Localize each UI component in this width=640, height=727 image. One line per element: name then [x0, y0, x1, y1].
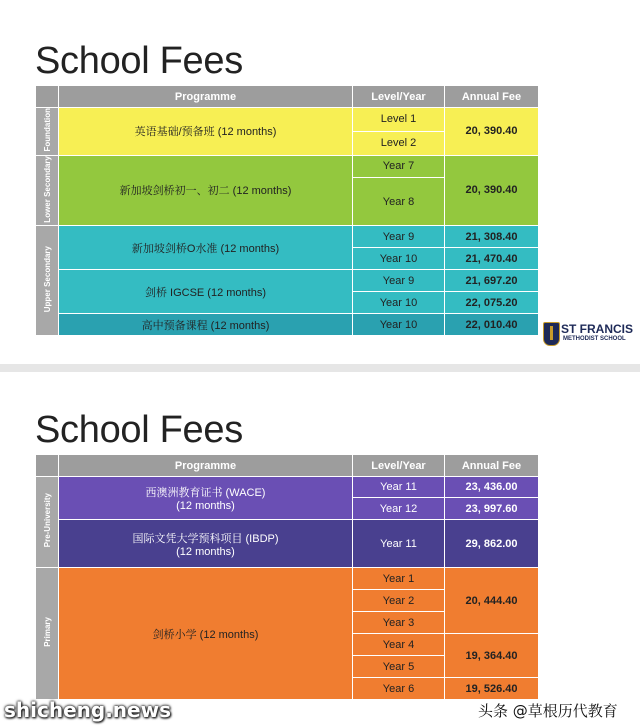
watermark-site: shicheng.news [4, 698, 171, 722]
table-header-row [36, 455, 539, 477]
fee-cell: 22, 075.20 [445, 292, 539, 314]
table-row [36, 314, 539, 336]
programme-duration: (12 months) [176, 545, 235, 558]
level-cell: Level 1 [353, 108, 445, 132]
group-label-upper-secondary: Upper Secondary [36, 226, 59, 336]
level-cell: Year 9 [353, 270, 445, 292]
group-label-primary: Primary [36, 568, 59, 700]
programme-duration: (12 months) [176, 500, 235, 512]
fee-cell: 20, 444.40 [445, 568, 539, 634]
watermark-author: 头条 @草根历代教育 [478, 702, 618, 720]
programme-cell: 新加坡剑桥初一、初二 (12 months) [59, 155, 353, 226]
group-label-pre-university: Pre-University [36, 477, 59, 568]
level-cell: Year 11 [353, 520, 445, 568]
fee-cell: 22, 010.40 [445, 314, 539, 336]
fee-cell: 20, 390.40 [445, 155, 539, 226]
fee-cell: 21, 470.40 [445, 248, 539, 270]
programme-cell: 高中预备课程 (12 months) [59, 314, 353, 336]
group-label-lower-secondary: Lower Secondary [36, 155, 59, 226]
slide-school-fees-primary [0, 372, 640, 727]
header-corner [36, 86, 59, 108]
table-row [36, 108, 539, 132]
level-cell: Year 2 [353, 590, 445, 612]
table-row [36, 226, 539, 248]
fees-table-secondary [35, 85, 539, 336]
table-header-row [36, 86, 539, 108]
fee-cell: 29, 862.00 [445, 520, 539, 568]
shield-icon [543, 322, 560, 346]
slide-divider [0, 364, 640, 372]
level-cell: Year 6 [353, 678, 445, 700]
programme-name: 国际文凭大学预科项目 (IBDP) [132, 532, 279, 545]
level-cell: Year 11 [353, 477, 445, 498]
programme-cell: 剑桥小学 (12 months) [59, 568, 353, 700]
programme-name: 西澳洲教育证书 (WACE) [145, 487, 266, 499]
logo-subname: METHODIST SCHOOL [563, 336, 626, 342]
level-cell: Year 10 [353, 292, 445, 314]
level-cell: Level 2 [353, 131, 445, 155]
slide1-title: School Fees [35, 40, 243, 82]
group-label-foundation: Foundation [36, 108, 59, 156]
table-row [36, 270, 539, 292]
level-cell: Year 1 [353, 568, 445, 590]
level-cell: Year 8 [353, 178, 445, 226]
level-cell: Year 10 [353, 314, 445, 336]
fee-cell: 21, 697.20 [445, 270, 539, 292]
header-level: Level/Year [353, 455, 445, 477]
programme-cell: 剑桥 IGCSE (12 months) [59, 270, 353, 314]
header-programme: Programme [59, 86, 353, 108]
logo-name: ST FRANCIS [561, 322, 633, 336]
fee-cell: 19, 364.40 [445, 634, 539, 678]
fees-table-primary [35, 454, 539, 700]
header-programme: Programme [59, 455, 353, 477]
level-cell: Year 10 [353, 248, 445, 270]
level-cell: Year 7 [353, 155, 445, 178]
level-cell: Year 3 [353, 612, 445, 634]
fee-cell: 23, 997.60 [445, 498, 539, 520]
header-level: Level/Year [353, 86, 445, 108]
level-cell: Year 12 [353, 498, 445, 520]
fee-cell: 21, 308.40 [445, 226, 539, 248]
header-corner [36, 455, 59, 477]
slide2-title: School Fees [35, 409, 243, 451]
fee-cell: 19, 526.40 [445, 678, 539, 700]
fee-cell: 20, 390.40 [445, 108, 539, 156]
school-logo [543, 322, 633, 350]
table-row [36, 520, 539, 568]
header-fee: Annual Fee [445, 86, 539, 108]
header-fee: Annual Fee [445, 455, 539, 477]
level-cell: Year 4 [353, 634, 445, 656]
table-row [36, 155, 539, 178]
table-row [36, 477, 539, 498]
level-cell: Year 9 [353, 226, 445, 248]
programme-cell [59, 477, 353, 520]
programme-cell: 英语基础/预备班 (12 months) [59, 108, 353, 156]
programme-cell: 新加坡剑桥O水准 (12 months) [59, 226, 353, 270]
level-cell: Year 5 [353, 656, 445, 678]
programme-cell [59, 520, 353, 568]
table-row [36, 568, 539, 590]
fee-cell: 23, 436.00 [445, 477, 539, 498]
